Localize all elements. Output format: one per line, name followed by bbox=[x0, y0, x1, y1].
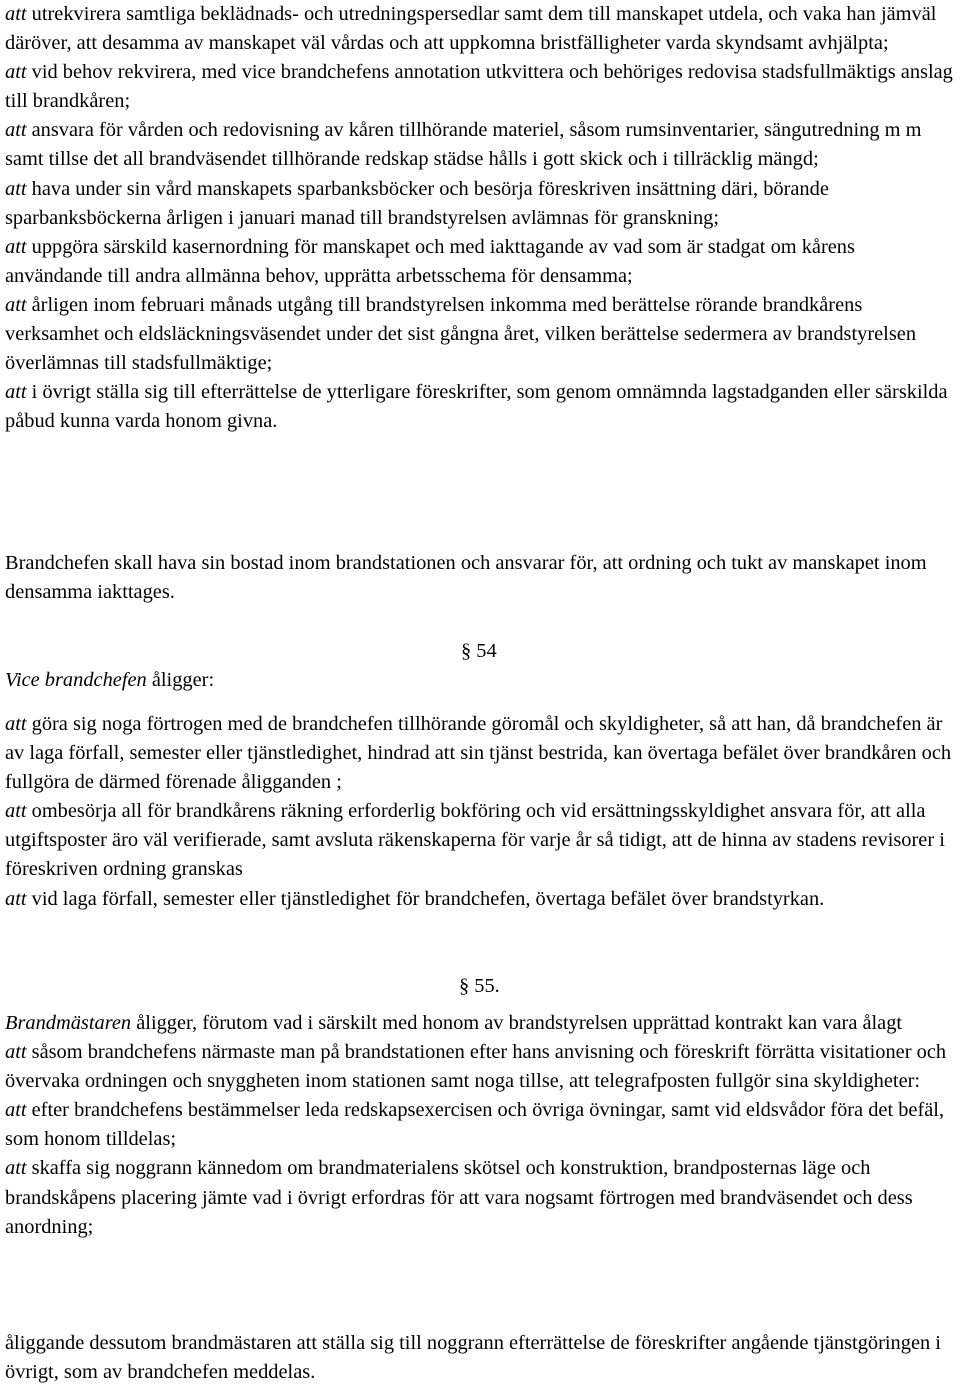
duty-item: att ansvara för vården och redovisning av kåren tillhörande materiel, såsom rumsinventarier, sängutredning m m samt tillse det all brandväsendet tillhörande redskap städse hålls i gott skick och i tillräcklig mängd; bbox=[5, 119, 922, 171]
duty-item: att årligen inom februari månads utgång till brandstyrelsen inkomma med berättelse rörande brandkårens verksamhet och eldsläckningsväsendet under det sist gångna året, vilken berättelse sedermera av brandstyrelsen överlämnas till stadsfullmäktige; bbox=[5, 293, 917, 375]
duty-item: att uppgöra särskild kasernordning för manskapet och med iakttagande av vad som är stadgat om kårens användande till andra allmänna behov, upprätta arbetsschema för densamma; bbox=[5, 235, 855, 287]
duties-list-brandchef bbox=[5, 0, 957, 436]
duty-item: att vid behov rekvirera, med vice brandchefens annotation utkvittera och behöriges redovisa stadsfullmäktigs anslag till brandkåren; bbox=[5, 61, 953, 113]
duty-item: att vid laga förfall, semester eller tjänstledighet för brandchefen, övertaga befälet över brandstyrkan. bbox=[5, 887, 825, 910]
duty-item: att ombesörja all för brandkårens räkning erforderlig bokföring och vid ersättningsskyldighet ansvara för, att alla utgiftsposter äro väl verifierade, samt avsluta räkenskaperna för varje år så tidigt, att de hinna av stadens revisorer i föreskriven ordning granskas bbox=[5, 800, 945, 881]
section-55-heading: § 55. bbox=[459, 975, 500, 997]
duty-item: att efter brandchefens bestämmelser leda redskapsexercisen och övriga övningar, samt vid eldsvådor föra det befäl, som honom tilldelas; bbox=[5, 1099, 945, 1151]
closing-paragraph: åliggande dessutom brandmästaren att ställa sig till noggrann efterrättelse de föreskrifter angående tjänstgöringen i övrigt, som av brandchefen meddelas. bbox=[5, 1332, 941, 1384]
duty-item: att i övrigt ställa sig till efterrättelse de ytterligare föreskrifter, som genom omnämnda lagstadganden eller särskilda påbud kunna varda honom givna. bbox=[5, 381, 948, 433]
brandmastare-intro: Brandmästaren åligger, förutom vad i särskilt med honom av brandstyrelsen upprättad kontrakt kan vara ålagt bbox=[5, 1012, 903, 1034]
duty-item: att göra sig noga förtrogen med de brandchefen tillhörande göromål och skyldigheter, så att han, då brandchefen är av laga förfall, semester eller tjänstledighet, hindrad att sin tjänst bestrida, kan övertaga befälet över brandkåren och fullgöra de därmed förenade åligganden ; bbox=[5, 713, 952, 794]
brandchef-residence-paragraph: Brandchefen skall hava sin bostad inom brandstationen och ansvarar för, att ordning och tukt av manskapet inom densamma iakttages. bbox=[5, 552, 927, 604]
vice-brandchef-heading: Vice brandchefen åligger: bbox=[5, 669, 215, 691]
section-54-heading: § 54 bbox=[461, 640, 497, 662]
duty-item: att utrekvirera samtliga beklädnads- och utredningspersedlar samt dem till manskapet utdela, och vaka han jämväl däröver, att desamma av manskapet väl vårdas och att uppkomna bristfälligheter varda skyndsamt avhjälpta; bbox=[5, 3, 937, 55]
duty-item: att skaffa sig noggrann kännedom om brandmaterialens skötsel och konstruktion, brandposternas läge och brandskåpens placering jämte vad i övrigt erfordras för att vara nogsamt förtrogen med brandväsendet och dess anordning; bbox=[5, 1157, 913, 1238]
duty-item: att hava under sin vård manskapets sparbanksböcker och besörja föreskriven insättning däri, börande sparbanksböckerna årligen i januari manad till brandstyrelsen avlämnas för granskning; bbox=[5, 177, 829, 229]
duties-list-vice-brandchef bbox=[5, 710, 957, 914]
duties-list-brandmastare bbox=[5, 1009, 957, 1242]
duty-item: att såsom brandchefens närmaste man på brandstationen efter hans anvisning och föreskrift förrätta visitationer och övervaka ordningen och snyggheten inom stationen samt noga tillse, att telegrafposten fullgör sina skyldigheter: bbox=[5, 1041, 947, 1093]
